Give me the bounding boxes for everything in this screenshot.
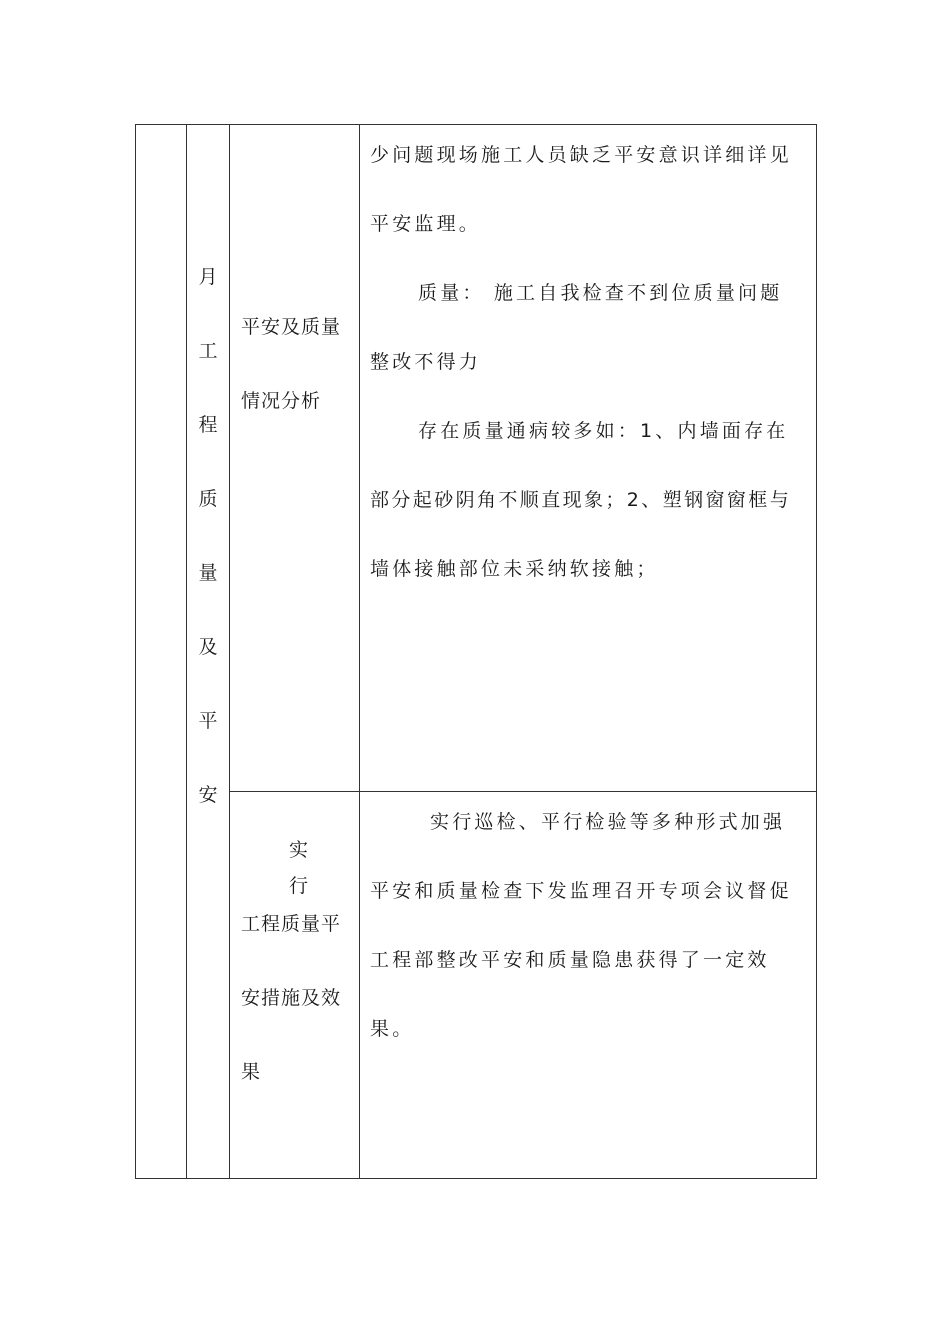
blank-cell — [136, 125, 187, 1179]
content-line: 质量： 施工自我检查不到位质量问题 — [418, 282, 783, 304]
content-line: 墙体接触部位未采纳软接触； — [370, 558, 659, 580]
label-line: 安措施及效 — [241, 987, 342, 1009]
content-line: 少问题现场施工人员缺乏平安意识详细详见 — [370, 144, 792, 166]
title-char: 平 — [198, 710, 218, 732]
content-line: 平安和质量检查下发监理召开专项会议督促 — [370, 880, 792, 902]
content-line: 平安监理。 — [370, 213, 482, 235]
row-label-analysis — [230, 125, 360, 792]
title-char: 程 — [198, 414, 218, 436]
title-char: 量 — [198, 562, 218, 584]
content-line: 工程部整改平安和质量隐患获得了一定效 — [370, 949, 770, 971]
section-title-cell — [187, 125, 230, 1179]
content-line: 整改不得力 — [370, 351, 482, 373]
analysis-content — [360, 125, 817, 792]
table-row — [136, 125, 817, 792]
row-label-measures — [230, 792, 360, 1179]
measures-content — [360, 792, 817, 1179]
title-char: 月 — [198, 266, 218, 288]
content-line: 部分起砂阴角不顺直现象；2、塑钢窗窗框与 — [370, 489, 792, 511]
title-char: 安 — [198, 784, 218, 806]
table-row — [136, 792, 817, 1179]
label-line: 果 — [241, 1061, 262, 1083]
content-line: 果。 — [370, 1018, 415, 1040]
content-line: 实行巡检、平行检验等多种形式加强 — [430, 811, 786, 833]
label-line: 平安及质量 — [241, 316, 342, 338]
label-line: 实行 — [289, 839, 327, 897]
title-char: 质 — [198, 488, 218, 510]
label-line: 工程质量平 — [241, 913, 342, 935]
label-line: 情况分析 — [241, 390, 322, 412]
report-table — [135, 124, 817, 1179]
content-line: 存在质量通病较多如：1、内墙面存在 — [418, 420, 789, 442]
title-char: 及 — [198, 636, 218, 658]
vertical-section-title — [187, 125, 229, 857]
title-char: 工 — [198, 340, 218, 362]
